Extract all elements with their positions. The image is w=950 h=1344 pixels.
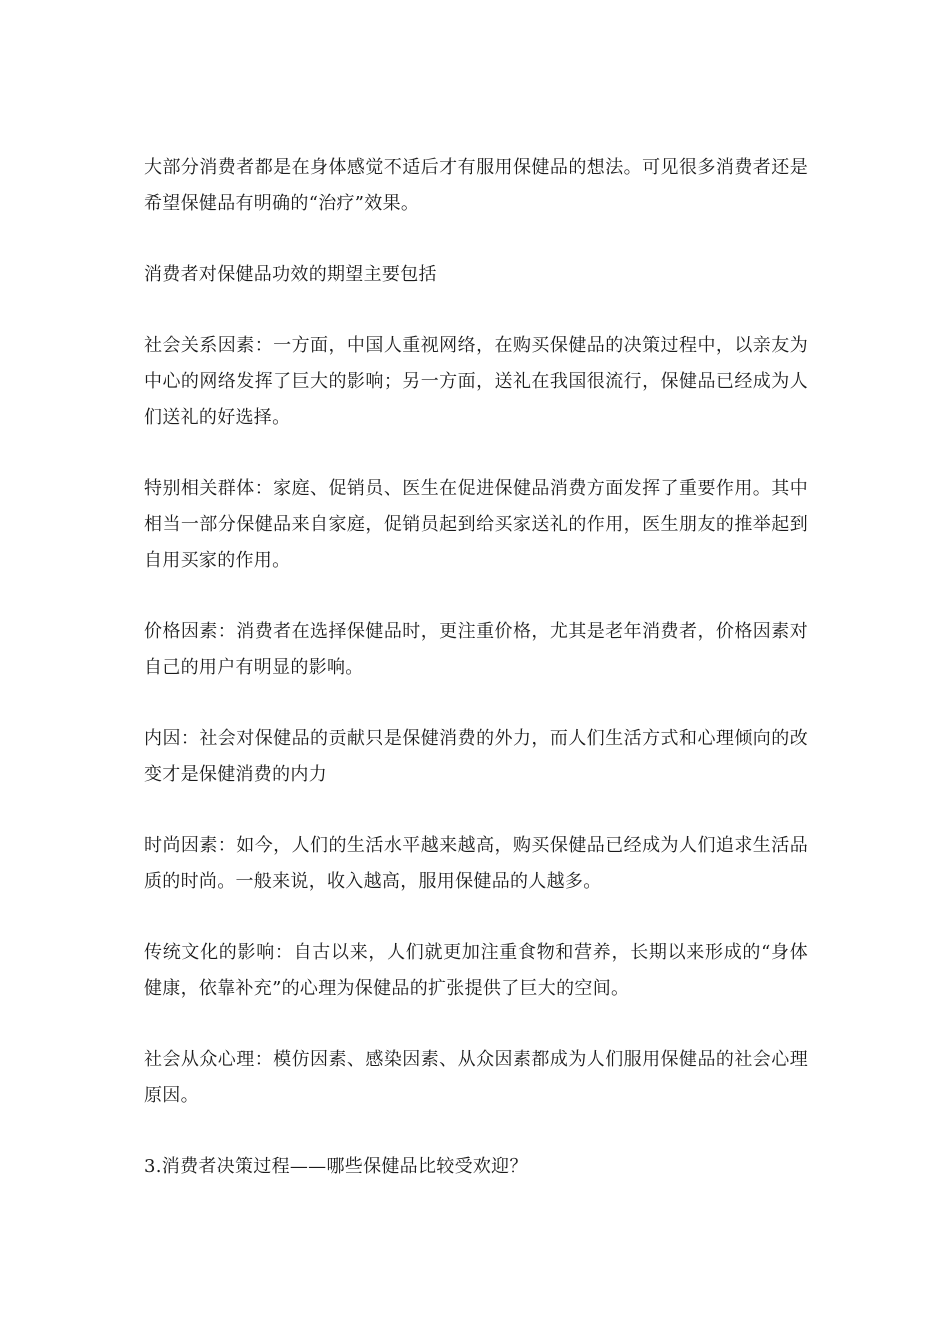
paragraph-social-relations: 社会关系因素：一方面，中国人重视网络，在购买保健品的决策过程中，以亲友为中心的网络发挥了巨大的影响；另一方面，送礼在我国很流行，保健品已经成为人们送礼的好选择。 [144, 335, 808, 428]
paragraph-social-conformity: 社会从众心理：模仿因素、感染因素、从众因素都成为人们服用保健品的社会心理原因。 [144, 1049, 808, 1106]
paragraph-price-factor: 价格因素：消费者在选择保健品时，更注重价格，尤其是老年消费者，价格因素对自己的用户有明显的影响。 [144, 621, 808, 678]
paragraph-efficacy-expectations: 消费者对保健品功效的期望主要包括 [144, 264, 437, 285]
document-page [144, 150, 808, 1220]
paragraph-internal-factor: 内因：社会对保健品的贡献只是保健消费的外力，而人们生活方式和心理倾向的改变才是保健消费的内力 [144, 728, 808, 785]
section-heading-decision-process: 3.消费者决策过程——哪些保健品比较受欢迎？ [144, 1156, 528, 1177]
paragraph-traditional-culture: 传统文化的影响：自古以来，人们就更加注重食物和营养，长期以来形成的“身体健康，依靠补充”的心理为保健品的扩张提供了巨大的空间。 [144, 942, 808, 999]
paragraph-symptom-motivation: 大部分消费者都是在身体感觉不适后才有服用保健品的想法。可见很多消费者还是希望保健品有明确的“治疗”效果。 [144, 157, 808, 214]
paragraph-fashion-factor: 时尚因素：如今，人们的生活水平越来越高，购买保健品已经成为人们追求生活品质的时尚。一般来说，收入越高，服用保健品的人越多。 [144, 835, 808, 892]
paragraph-reference-groups: 特别相关群体：家庭、促销员、医生在促进保健品消费方面发挥了重要作用。其中相当一部分保健品来自家庭，促销员起到给买家送礼的作用，医生朋友的推举起到自用买家的作用。 [144, 478, 808, 571]
